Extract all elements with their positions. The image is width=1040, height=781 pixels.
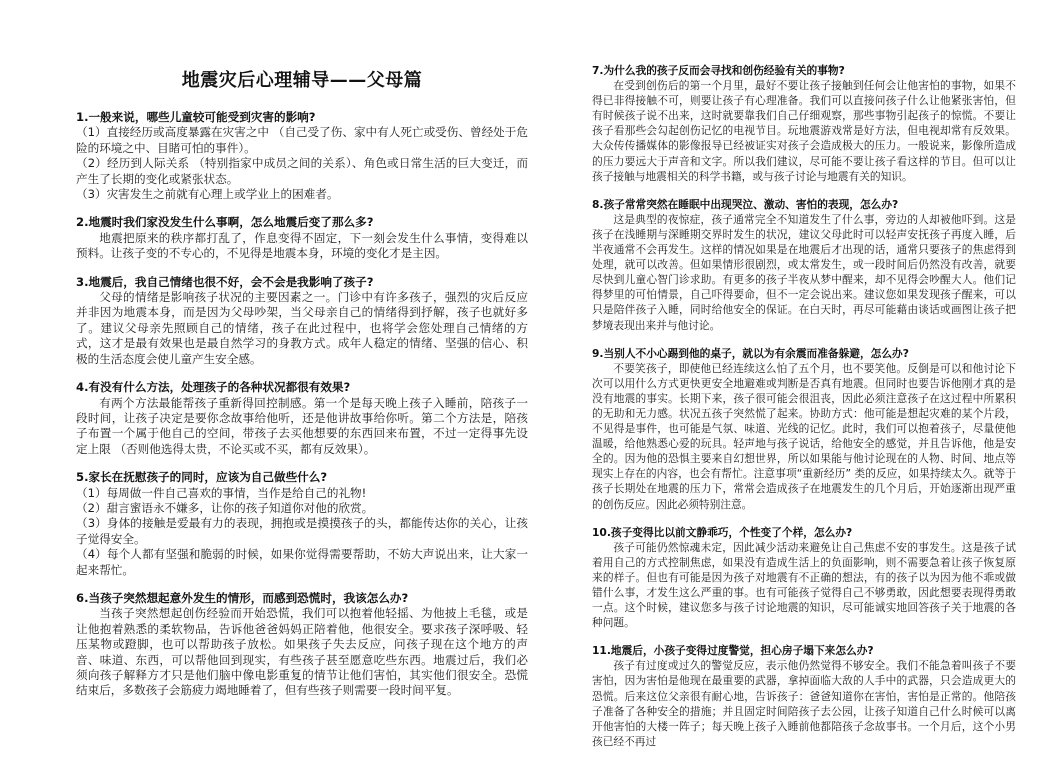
faq-section-10: [592, 525, 1016, 631]
answer-paragraph: 当孩子突然想起创伤经验而开始恐慌，我们可以抱着他轻摇、为他披上毛毯，或是让他抱着熟悉的柔软物品，告诉他爸爸妈妈正陪着他，他很安全。要求孩子深呼吸、轻压某物或蹬脚，也可以帮助孩子放松。如果孩子失去反应，问孩子现在这个地方的声音、味道、东西，可以帮他回到现实，有些孩子甚至愿意吃些东西。地震过后，我们必须向孩子解释方才只是他们脑中像电影重复的情节让他们害怕，其实他们很安全。恐慌结束后，多数孩子会筋疲力竭地睡着了，但有些孩子则需要一段时间平复。: [76, 606, 528, 698]
left-page-column: [76, 70, 528, 699]
document-title: 地震灾后心理辅导——父母篇: [181, 70, 423, 91]
faq-section-3: [76, 275, 528, 367]
list-item-paragraph: （3）身体的接触是爱最有力的表现，拥抱或是摸摸孩子的头，都能传达你的关心，让孩子觉得安全。: [76, 516, 528, 546]
question-heading-3: 3.地震后，我自己情绪也很不好，会不会是我影响了孩子?: [76, 274, 374, 289]
question-heading-4: 4.有没有什么方法，处理孩子的各种状况都很有效果?: [76, 380, 351, 395]
faq-section-2: [76, 215, 528, 261]
faq-section-7: [592, 63, 1016, 184]
faq-section-5: [76, 470, 528, 578]
list-item-paragraph: （1）直接经历或高度暴露在灾害之中 （自己受了伤、家中有人死亡或受伤、曾经处于危险的环境之中、目睹可怕的事件）。: [76, 125, 528, 155]
question-heading-7: 7.为什么我的孩子反而会寻找和创伤经验有关的事物?: [592, 64, 845, 77]
faq-section-4: [76, 380, 528, 457]
question-heading-11: 11.地震后，小孩子变得过度警觉，担心房子塌下来怎么办?: [592, 644, 874, 658]
answer-paragraph: 不要笑孩子，即使他已经连续这么怕了五个月，也不要笑他。反倒是可以和他讨论下次可以用什么方式更快更安全地避难或判断是否真有地震。但同时也要告诉他刚才真的是没有地震的事实。长期下来，孩子很可能会很沮丧，因此必须注意孩子在这过程中所累积的无助和无力感。状况五孩子突然慌了起来。协助方式：他可能是想起灾难的某个片段，不见得是事件，也可能是气氛、味道、光线的记忆。此时，我们可以抱着孩子，尽量使他温暖，给他熟悉心爱的玩具。轻声地与孩子说话，给他安全的感觉，并且告诉他，他是安全的。因为他的恐惧主要来自幻想世界，所以如果能与他讨论现在的人物、时间、地点等现实上存在的内容，也会有帮忙。注意事项“重新经历” 类的反应，如果持续太久。就等于孩子长期处在地震的压力下，常常会造成孩子在地震发生的几个月后，开始逐渐出现严重的创伤反应。因此必须特别注意。: [592, 361, 1016, 511]
question-heading-10: 10.孩子变得比以前文静乖巧，个性变了个样，怎么办?: [592, 525, 853, 539]
answer-paragraph: 在受到创伤后的第一个月里，最好不要让孩子接触到任何会让他害怕的事物，如果不得已非得接触不可，则要让孩子有心理准备。我们可以直接问孩子什么让他紧张害怕，但有时候孩子说不出来，这时就要靠我们自己仔细观察，那些事物引起孩子的惊慌。不要让孩子看那些会勾起创伤记忆的电视节目。玩地震游戏常是好方法，但电视却常有反效果。大众传传播媒体的影像报导已经被证实对孩子会造成极大的压力。一般说来，影像所造成的压力要远大于声音和文字。所以我们建议，尽可能不要让孩子看这样的节目。但可以让孩子接触与地震相关的科学书籍，或与孩子讨论与地震有关的知识。: [592, 79, 1016, 183]
question-heading-5: 5.家长在抚慰孩子的同时，应该为自己做些什么?: [76, 470, 328, 485]
list-item-paragraph: （1）每周做一件自己喜欢的事情，当作是给自己的礼物!: [76, 485, 367, 500]
answer-paragraph: 孩子可能仍然惊魂未定，因此减少活动来避免让自己焦虑不安的事发生。这是孩子试着用自己的方式控制焦虑，如果没有造成生活上的负面影响，则不需要急着让孩子恢复原来的样子。但也有可能是因为孩子对地震有不正确的想法，有的孩子以为因为他不乖或做错什么事，才发生这么严重的事。也有可能孩子觉得自己不够勇敢，因此想要表现得勇敢一点。这个时候，建议您多与孩子讨论地震的知识，尽可能诚实地回答孩子关于地震的各种问题。: [592, 540, 1016, 630]
question-heading-6: 6.当孩子突然想起意外发生的情形，而感到恐慌时，我该怎么办?: [76, 590, 409, 605]
question-heading-1: 1.一般来说，哪些儿童较可能受到灾害的影响?: [76, 110, 316, 124]
answer-paragraph: 这是典型的夜惊症，孩子通常完全不知道发生了什么事，旁边的人却被他吓到。这是孩子在浅睡期与深睡期交界时发生的状况，建议父母此时可以轻声安抚孩子再度入睡，后半夜通常不会再发生。这样的情况如果是在地震后才出现的话，通常只要孩子的焦虑得到处理，就可以改善。但如果情形很剧烈，或太常发生，或一段时间后仍然没有改善，就要尽快到儿童心智门诊求助。有更多的孩子半夜从梦中醒来，却不见得会吵醒大人。他们记得梦里的可怕情景，自己吓得要命，但不一定会说出来。建议您如果发现孩子醒来，可以只是陪伴孩子入睡，同时给他安全的保证。在白天时，再尽可能藉由谈话或画图让孩子把梦境表现出来并与他讨论。: [592, 212, 1016, 332]
list-item-paragraph: （3）灾害发生之前就有心理上或学业上的困难者。: [76, 187, 339, 202]
answer-paragraph: 父母的情绪是影响孩子状况的主要因素之一。门诊中有许多孩子，强烈的灾后反应并非因为地震本身，而是因为父母吵架，当父母亲自己的情绪得到抒解，孩子也就好多了。建议父母亲先照顾自己的情绪，孩子在此过程中，也将学会您处理自己情绪的方式，这才是最有效果也是最自然学习的身教方式。成年人稳定的情绪、坚强的信心、积极的生活态度会使儿童产生安全感。: [76, 290, 528, 366]
faq-section-6: [76, 591, 528, 699]
list-item-paragraph: （2）甜言蜜语永不嫌多，让你的孩子知道你对他的欣赏。: [76, 500, 374, 515]
answer-paragraph: 地震把原来的秩序都打乱了，作息变得不固定，下一刻会发生什么事情，变得难以预料。让孩子变的不专心的，不见得是地震本身，环境的变化才是主因。: [76, 230, 528, 261]
faq-section-8: [592, 197, 1016, 333]
question-heading-8: 8.孩子常常突然在睡眠中出现哭泣、激动、害怕的表现，怎么办?: [592, 197, 899, 211]
faq-section-1: [76, 110, 528, 202]
list-item-paragraph: （2）经历到人际关系 （特别指家中成员之间的关系）、角色或日常生活的巨大变迁，而产生了长期的变化或紧张状态。: [76, 156, 528, 186]
list-item-paragraph: （4）每个人都有坚强和脆弱的时候，如果你觉得需要帮助，不妨大声说出来，让大家一起来帮忙。: [76, 547, 528, 577]
answer-paragraph: 孩子有过度或过久的警觉反应，表示他仍然觉得不够安全。我们不能急着叫孩子不要害怕，因为害怕是他现在最重要的武器，拿掉面临大敌的人手中的武器，只会造成更大的恐慌。后来这位父亲很有耐心地，告诉孩子：爸爸知道你在害怕，害怕是正常的。他陪孩子准备了各种安全的措施；并且固定时间陪孩子去公园，让孩子知道自己什么时候可以离开他害怕的大楼一阵子；每天晚上孩子入睡前他都陪孩子念故事书。一个月后，这个小男孩已经不再过: [592, 659, 1016, 748]
right-page-column: [592, 63, 1016, 749]
faq-section-11: [592, 643, 1016, 749]
answer-paragraph: 有两个方法最能帮孩子重新得回控制感。第一个是每天晚上孩子入睡前，陪孩子一段时间，让孩子决定是要你念故事给他听，还是他讲故事给你听。第二个方法是，陪孩子布置一个属于他自己的空间，带孩子去买他想要的东西回来布置，不过一定得事先设定上限 （否则他选得太贵，不论买或不买，都有反效果）。: [76, 395, 528, 456]
question-heading-2: 2.地震时我们家没发生什么事啊，怎么地震后变了那么多?: [76, 215, 374, 230]
question-heading-9: 9.当别人不小心踢到他的桌子，就以为有余震而准备躲避，怎么办?: [592, 346, 909, 360]
faq-section-9: [592, 346, 1016, 512]
